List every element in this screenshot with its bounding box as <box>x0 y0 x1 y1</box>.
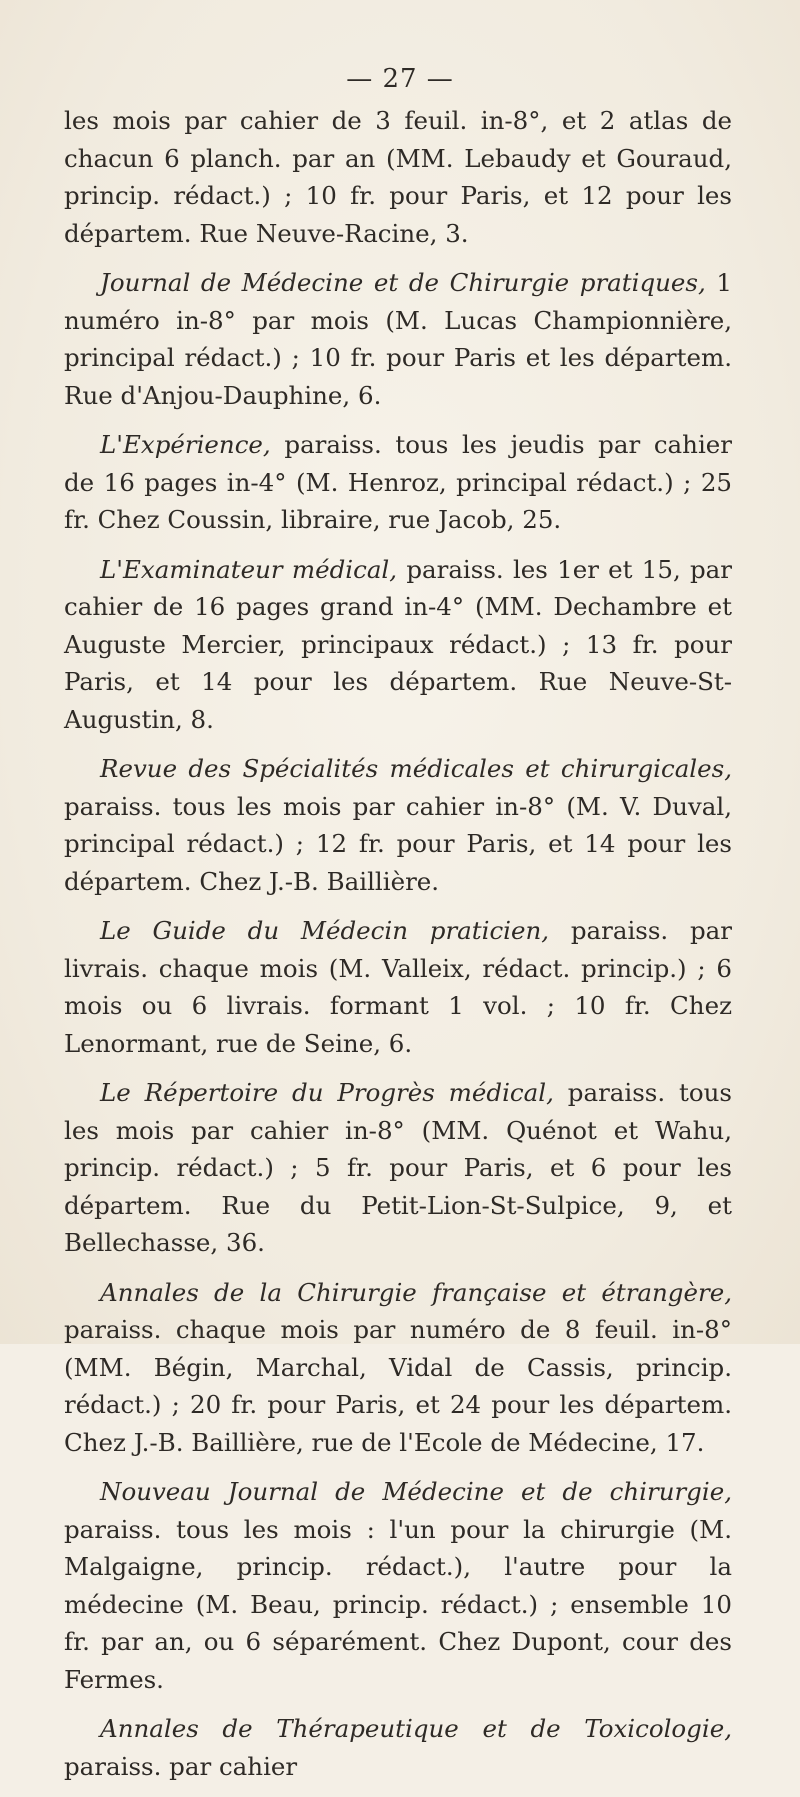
entry-title: Le Répertoire du Progrès médical, <box>100 1078 554 1107</box>
entry-journal-medecine-chirurgie-pratiques <box>64 264 732 414</box>
entry-title: Le Guide du Médecin praticien, <box>100 916 550 945</box>
entry-body: paraiss. tous les mois par cahier in-8° (MM. Quénot et Wahu, princip. rédact.) ; 5 fr. pour Paris, et 6 pour les départem. Rue du Petit-Lion-St-Sulpice, 9, et Bellechasse, 36. <box>64 1078 732 1257</box>
entry-nouveau-journal <box>64 1473 732 1698</box>
text-block <box>64 102 732 1797</box>
entry-title: L'Examinateur médical, <box>100 554 398 584</box>
page-number: — 27 — <box>346 64 454 94</box>
entry-title: Nouveau Journal de Médecine et de chirurgie, <box>100 1477 732 1506</box>
entry-body: paraiss. tous les mois : l'un pour la chirurgie (M. Malgaigne, princip. rédact.), l'autre pour la médecine (M. Beau, princip. rédact.) ; ensemble 10 fr. par an, ou 6 séparément. Chez Dupont, cour des Fermes. <box>64 1514 732 1694</box>
entry-body: paraiss. tous les mois par cahier in-8° (M. V. Duval, principal rédact.) ; 12 fr. pour Paris, et 14 pour les départem. Chez J.-B. Baillière. <box>64 791 732 896</box>
entry-title: L'Expérience, <box>100 430 271 459</box>
entry-guide-medecin-praticien <box>64 912 732 1062</box>
entry-body: 1 numéro in-8° par mois (M. Lucas Championnière, principal rédact.) ; 10 fr. pour Paris et les départem. Rue d'Anjou-Dauphine, 6. <box>64 268 732 410</box>
entry-title: Revue des Spécialités médicales et chirurgicales, <box>100 754 732 783</box>
entry-examinateur-medical <box>64 551 732 739</box>
entry-title: Annales de la Chirurgie française et étrangère, <box>100 1277 732 1307</box>
entry-body: paraiss. par cahier <box>64 1751 298 1781</box>
entry-repertoire-progres-medical <box>64 1074 732 1262</box>
entry-body: paraiss. par livrais. chaque mois (M. Valleix, rédact. princip.) ; 6 mois ou 6 livrais. formant 1 vol. ; 10 fr. Chez Lenormant, rue de Seine, 6. <box>64 916 732 1058</box>
entry-annales-chirurgie <box>64 1274 732 1462</box>
entry-experience <box>64 426 732 539</box>
entry-title: Journal de Médecine et de Chirurgie pratiques, <box>100 268 706 297</box>
entry-body: paraiss. tous les jeudis par cahier de 16 pages in-4° (M. Henroz, principal rédact.) ; 25 fr. Chez Coussin, libraire, rue Jacob, 25. <box>64 430 732 534</box>
entry-body: paraiss. chaque mois par numéro de 8 feuil. in-8° (MM. Bégin, Marchal, Vidal de Cassis, princip. rédact.) ; 20 fr. pour Paris, et 24 pour les départem. Chez J.-B. Baillière, rue de l'Ecole de Médecine, 17. <box>64 1315 732 1457</box>
entry-revue-specialites <box>64 750 732 900</box>
paragraph-continuation <box>64 102 732 252</box>
entry-body: paraiss. les 1er et 15, par cahier de 16 pages grand in-4° (MM. Dechambre et Auguste Mercier, principaux rédact.) ; 13 fr. pour Paris, et 14 pour les départem. Rue Neuve-St-Augustin, 8. <box>64 554 732 734</box>
paragraph-body: les mois par cahier de 3 feuil. in-8°, et 2 atlas de chacun 6 planch. par an (MM. Lebaudy et Gouraud, princip. rédact.) ; 10 fr. pour Paris, et 12 pour les départem. Rue Neuve-Racine, 3. <box>64 106 732 248</box>
entry-annales-therapeutique <box>64 1710 732 1785</box>
entry-title: Annales de Thérapeutique et de Toxicologie, <box>100 1714 732 1743</box>
